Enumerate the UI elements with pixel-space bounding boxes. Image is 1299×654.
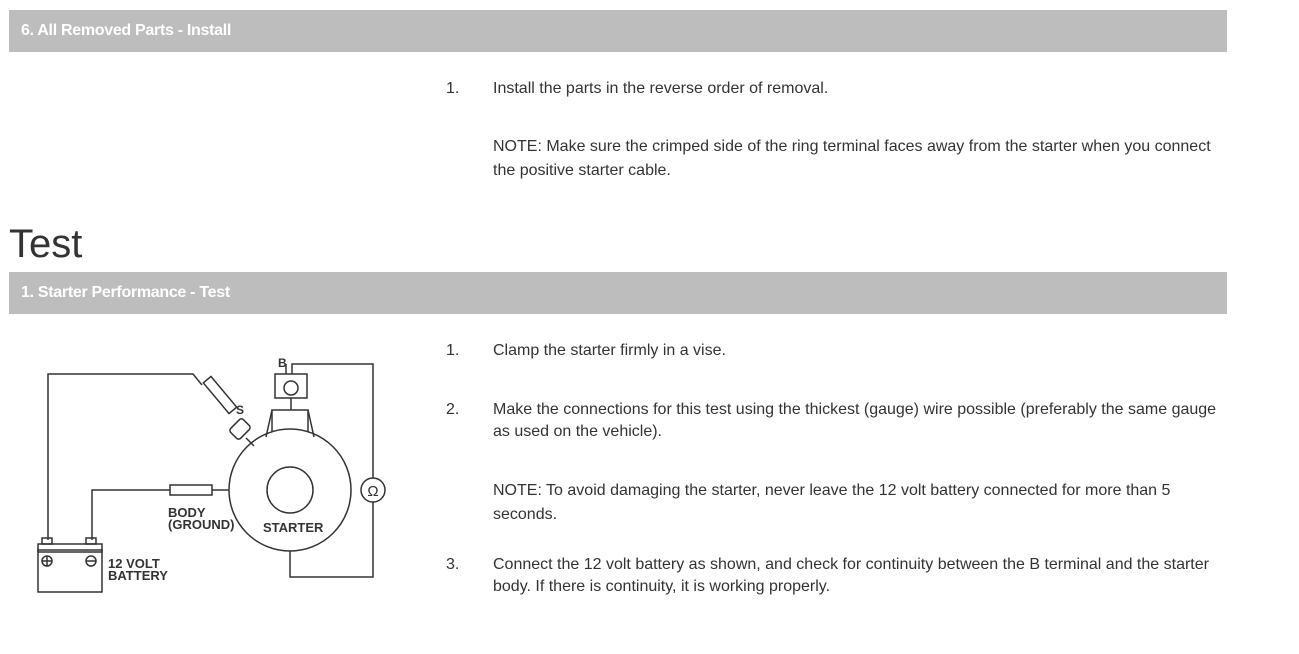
install-note: NOTE: Make sure the crimped side of the ring terminal faces away from the starter when you connect the positive starter cable. [493,138,1211,179]
battery-positive-post [42,538,52,544]
step-number: 2. [446,401,460,418]
starter-pinion-circle [267,467,313,513]
test-step-1 [446,340,1226,362]
ohmmeter-lead-body [290,502,373,577]
label-12-volt: 12 VOLT [108,556,160,571]
body-ground-connector [170,485,212,495]
test-heading: Test [9,222,83,266]
s-terminal-block [229,418,252,441]
b-terminal-bolt [284,381,298,395]
starter-test-wiring-diagram [30,352,390,597]
step-text: Install the parts in the reverse order of removal. [493,80,829,97]
label-ground: (GROUND) [168,517,235,532]
label-s: S [236,403,245,417]
battery-negative-post [86,538,96,544]
ohm-icon: Ω [367,483,379,500]
step-number: 1. [446,342,460,359]
test-step-3 [446,554,1226,598]
test-step-2 [446,399,1226,443]
step-number: 1. [446,80,460,97]
section-bar-starter-test: 1. Starter Performance - Test [9,272,1227,314]
section-bar-install: 6. All Removed Parts - Install [9,10,1227,52]
label-starter: STARTER [263,520,324,535]
label-battery: BATTERY [108,568,168,583]
step-text: Make the connections for this test using the thickest (gauge) wire possible (preferably the same gauge as used on the vehicle). [493,401,1217,440]
step-text: Clamp the starter firmly in a vise. [493,342,726,359]
body-ground-wire [92,490,170,540]
battery-top [38,544,102,552]
label-body: BODY [168,505,206,520]
install-step-1 [446,78,1226,100]
step-number: 3. [446,556,460,573]
step-text: Connect the 12 volt battery as shown, and check for continuity between the B terminal and the starter body. If there is continuity, it is working properly. [493,556,1209,595]
ohmmeter-lead-b [292,364,373,478]
label-b: B [278,356,287,370]
test-note: NOTE: To avoid damaging the starter, never leave the 12 volt battery connected for more than 5 seconds. [493,482,1171,523]
s-wire-connector [203,376,236,413]
